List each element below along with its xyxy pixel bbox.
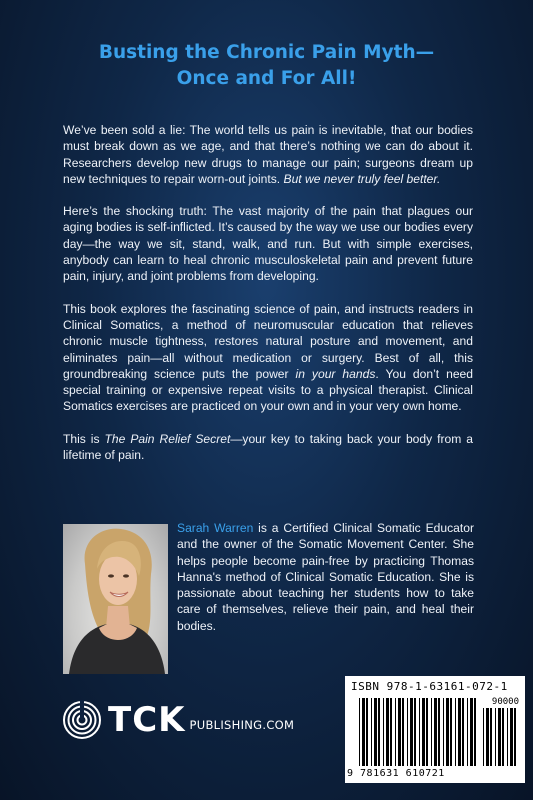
price-code: 90000: [491, 697, 519, 707]
barcode-bars-addon: [483, 708, 521, 766]
publisher-logo: [62, 698, 302, 742]
blurb-body: [63, 122, 473, 479]
author-bio-text: is a Certified Clinical Somatic Educator and the owner of the Somatic Movement Center. She helps people become pain-free by practicing Thomas Hanna's method of Clinical Somatic Education. She is passionate about teaching her students how to take care of themselves, relieve their pain, and heal their bodies.: [177, 521, 474, 633]
publisher-spiral-icon: [62, 700, 102, 740]
author-name: Sarah Warren: [177, 521, 254, 535]
author-photo: [63, 524, 168, 674]
headline-line-1: Busting the Chronic Pain Myth—: [98, 42, 435, 63]
isbn-label: ISBN 978-1-63161-072-1: [351, 680, 508, 693]
paragraph-text: We’ve been sold a lie: The world tells us pain is inevitable, that our bodies must break down as we age, and that there’s nothing we can do about it. Researchers develop new drugs to manage our pain; surgeons dream up new techniques to repair worn-out joints.: [63, 123, 473, 186]
paragraph-text: Here’s the shocking truth: The vast majority of the pain that plagues our aging bodies is self-inflicted. It’s caused by the way we use our bodies every day—the way we sit, stand, walk, and run. But with simple exercises, anybody can learn to heal chronic musculoskeletal pain and prevent future pain, injury, and joint problems from developing.: [63, 204, 473, 284]
isbn-barcode: [345, 676, 525, 783]
author-portrait-illustration: [63, 524, 168, 674]
blurb-paragraph-2: [63, 203, 473, 284]
publisher-logo-suffix: PUBLISHING.COM: [189, 718, 295, 732]
blurb-paragraph-1: [63, 122, 473, 187]
paragraph-text: . You don’t need special training or expensive repeat visits to a physical therapist. Clinical Somatics exercises are practiced on your own and in your very own home.: [63, 366, 473, 414]
back-cover-headline: [0, 40, 533, 92]
paragraph-text: —your key to taking back your body from a lifetime of pain.: [63, 431, 473, 463]
book-title-emphasis: The Pain Relief Secret: [104, 431, 231, 446]
paragraph-text: This book explores the fascinating science of pain, and instructs readers in Clinical Somatics, a method of neuromuscular education that relieves chronic muscle tightness, restores natural posture and movement, and eliminates pain—all without medication or surgery. Best of all, this groundbreaking science puts the power: [63, 301, 473, 381]
paragraph-text: This is: [63, 431, 105, 446]
blurb-paragraph-4: [63, 431, 473, 464]
barcode-number: 9 781631 610721: [347, 768, 445, 779]
blurb-paragraph-3: [63, 301, 473, 415]
author-bio: [177, 520, 474, 634]
barcode-bars-main: [359, 698, 477, 766]
headline-line-2: Once and For All!: [176, 68, 357, 89]
paragraph-emphasis: But we never truly feel better.: [283, 171, 441, 186]
paragraph-emphasis: in your hands: [295, 366, 376, 381]
publisher-logo-letters: TCK: [108, 700, 186, 740]
